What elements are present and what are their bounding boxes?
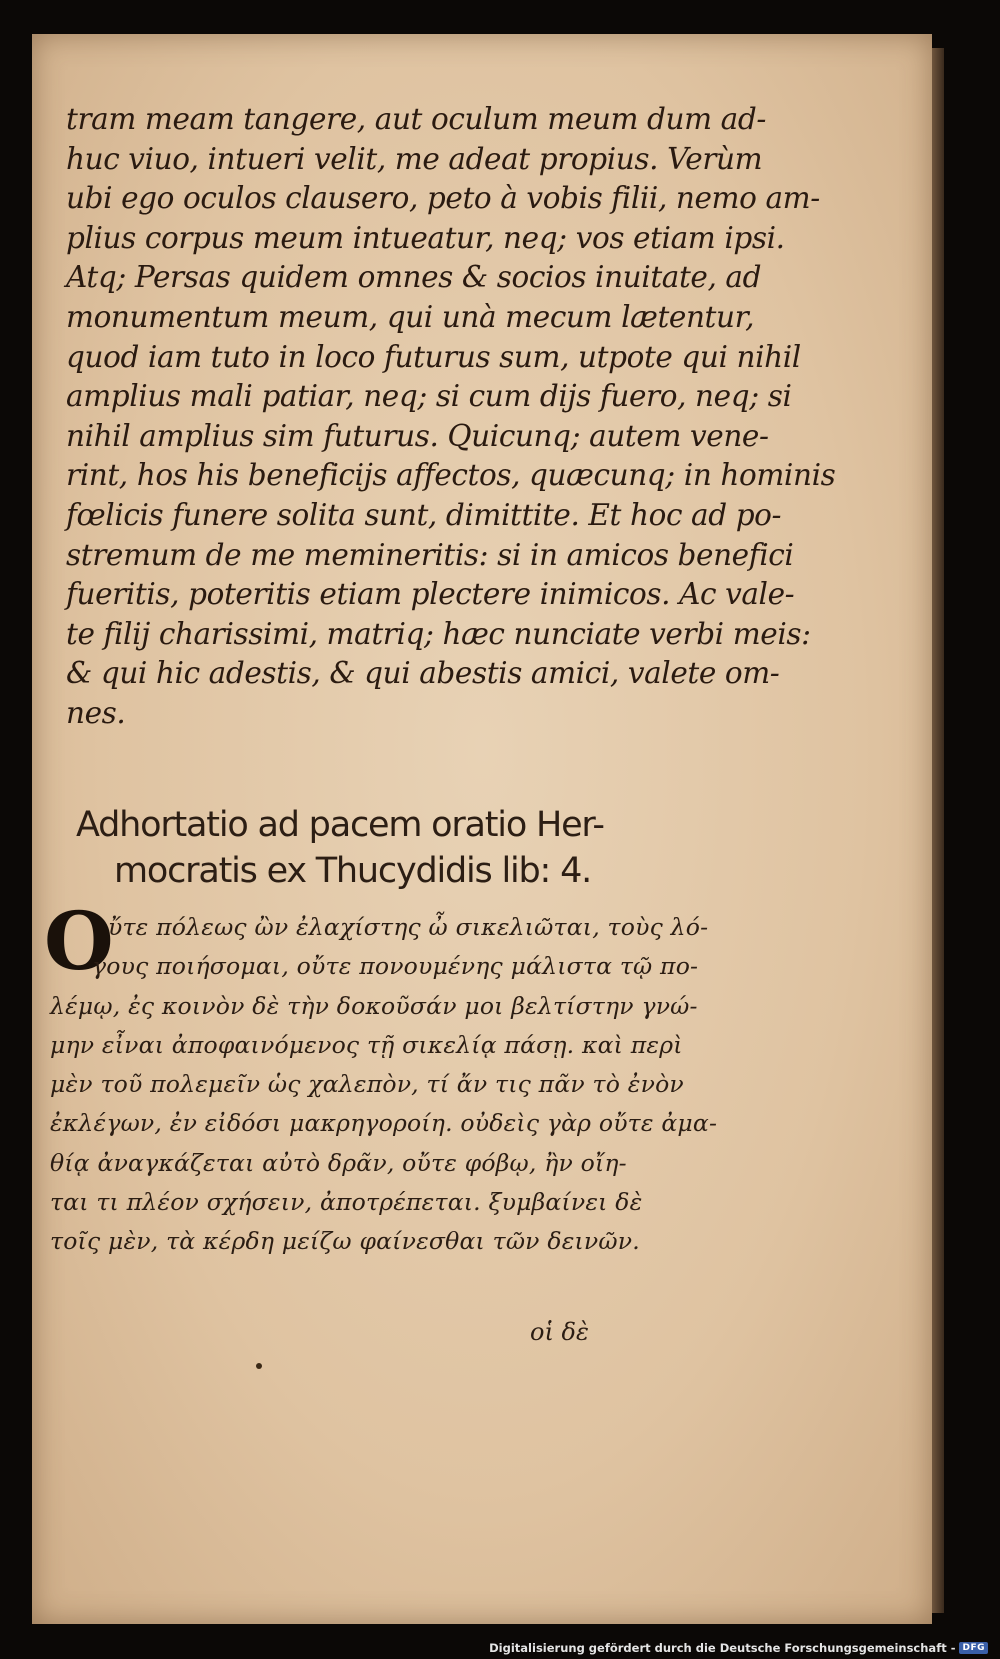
drop-cap-initial: O	[44, 894, 114, 988]
greek-line: ὔτε πόλεως ὢν ἐλαχίστης ὦ σικελιῶται, τοὺς λό-	[108, 913, 709, 941]
latin-line: plius corpus meum intueatur, neq; vos etiam ipsi.	[66, 220, 785, 255]
footer-text: Digitalisierung gefördert durch die Deutsche Forschungsgemeinschaft -	[489, 1641, 956, 1655]
greek-line: τοῖς μὲν, τὰ κέρδη μείζω φαίνεσθαι τῶν δεινῶν.	[50, 1227, 640, 1256]
greek-line: λέμῳ, ἐς κοινὸν δὲ τὴν δοκοῦσάν μοι βελτίστην γνώ-	[50, 991, 698, 1020]
greek-line: ἐκλέγων, ἐν εἰδόσι μακρηγοροίη. οὐδεὶς γὰρ οὔτε ἀμα-	[50, 1109, 718, 1138]
greek-line: μην εἶναι ἀποφαινόμενος τῇ σικελίᾳ πάσῃ. καὶ περὶ	[50, 1030, 683, 1059]
latin-line: amplius mali patiar, neq; si cum dijs fuero, neq; si	[66, 379, 792, 414]
ink-spot	[256, 1363, 262, 1369]
latin-line: quod iam tuto in loco futurus sum, utpote qui nihil	[66, 339, 801, 374]
greek-line: ται τι πλέον σχήσειν, ἀποτρέπεται. ξυμβαίνει δὲ	[50, 1188, 643, 1217]
digitization-footer	[489, 1641, 988, 1655]
latin-line: stremum de me memineritis: si in amicos benefici	[66, 537, 794, 572]
greek-line: θίᾳ ἀναγκάζεται αὐτὸ δρᾶν, οὔτε φόβῳ, ἢν οἴη-	[50, 1148, 627, 1177]
heading-line: mocratis ex Thucydidis lib: 4.	[114, 851, 592, 891]
latin-line: Atq; Persas quidem omnes & socios inuitate, ad	[66, 260, 762, 295]
latin-line: huc viuo, intueri velit, me adeat propius. Verùm	[66, 141, 763, 176]
latin-line: & qui hic adestis, & qui abestis amici, valete om-	[66, 656, 780, 691]
heading-line: Adhortatio ad pacem oratio Her-	[76, 805, 604, 845]
latin-line: fueritis, poteritis etiam plectere inimicos. Ac vale-	[66, 577, 795, 612]
section-heading	[76, 802, 796, 894]
dfg-logo: DFG	[959, 1642, 988, 1654]
latin-line: monumentum meum, qui unà mecum lætentur,	[66, 299, 755, 334]
greek-text-block	[50, 908, 770, 1262]
latin-line: nes.	[66, 695, 126, 730]
greek-line: μὲν τοῦ πολεμεῖν ὡς χαλεπὸν, τί ἄν τις πᾶν τὸ ἐνὸν	[50, 1070, 684, 1099]
latin-line: fœlicis funere solita sunt, dimittite. Et hoc ad po-	[66, 497, 782, 532]
catchword: οἱ δὲ	[530, 1318, 589, 1346]
latin-line: rint, hos his beneficijs affectos, quæcunq; in hominis	[66, 458, 836, 493]
latin-line: nihil amplius sim futurus. Quicunq; autem vene-	[66, 418, 769, 453]
latin-line: te filij charissimi, matriq; hæc nunciate verbi meis:	[66, 616, 811, 651]
latin-line: ubi ego oculos clausero, peto à vobis filii, nemo am-	[66, 181, 820, 216]
latin-text-block	[66, 100, 836, 734]
latin-line: tram meam tangere, aut oculum meum dum ad-	[66, 102, 766, 136]
greek-line: γους ποιήσομαι, οὔτε πονουμένης μάλιστα τῷ πο-	[92, 952, 699, 981]
